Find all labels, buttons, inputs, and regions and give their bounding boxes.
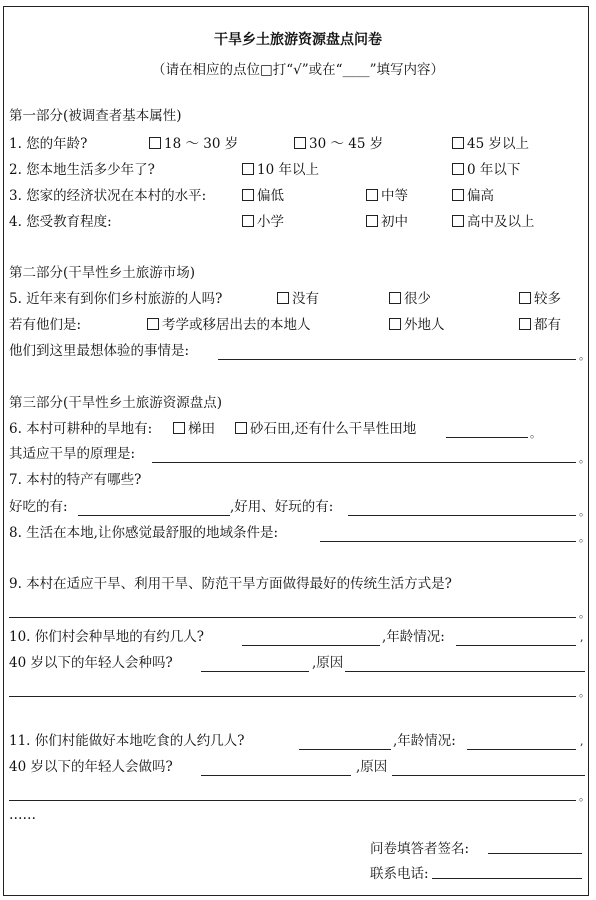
q4-option-2[interactable]: 初中 <box>366 213 408 231</box>
q10b-text: 40 岁以下的年轻人会种吗? <box>9 655 173 671</box>
q4-option-1[interactable]: 小学 <box>242 213 284 231</box>
q5-option-2[interactable]: 很少 <box>389 290 431 308</box>
q5b-option-1[interactable]: 考学或移居出去的本地人 <box>147 316 311 334</box>
period: 。 <box>579 790 590 803</box>
q1-option-3[interactable]: 45 岁以上 <box>452 135 529 153</box>
period: 。 <box>579 349 590 362</box>
q5-option-3[interactable]: 较多 <box>519 290 561 308</box>
checkbox[interactable] <box>242 163 254 175</box>
ellipsis: …… <box>9 807 36 823</box>
q10-age-field[interactable] <box>456 629 576 646</box>
period: 。 <box>579 505 590 518</box>
q2-text: 2. 您本地生活多少年了? <box>9 162 155 178</box>
q9-answer-field[interactable] <box>9 601 576 618</box>
q6-text: 6. 本村可耕种的旱地有: <box>9 421 153 437</box>
period: 。 <box>579 531 590 544</box>
checkbox[interactable] <box>366 189 378 201</box>
comma: , <box>580 735 584 748</box>
checkbox[interactable] <box>452 189 464 201</box>
q6b-text: 其适应干旱的原理是: <box>9 446 136 462</box>
q1-text: 1. 您的年龄? <box>9 136 88 152</box>
q5b-option-3[interactable]: 都有 <box>519 316 561 334</box>
q11b-answer-field[interactable] <box>201 759 351 776</box>
q3-option-1[interactable]: 偏低 <box>242 187 284 205</box>
q10b-answer-field[interactable] <box>201 655 309 672</box>
q6-option-1[interactable]: 梯田 <box>173 420 215 438</box>
q5-option-1[interactable]: 没有 <box>277 290 319 308</box>
part3-heading: 第三部分(干旱性乡土旅游资源盘点) <box>9 395 223 411</box>
q5c-text: 他们到这里最想体验的事情是: <box>9 343 190 359</box>
q3-option-3[interactable]: 偏高 <box>452 187 494 205</box>
checkbox[interactable] <box>294 137 306 149</box>
q4-option-3[interactable]: 高中及以上 <box>452 213 535 231</box>
q10-text: 10. 你们村会种旱地的有约几人? <box>9 629 204 645</box>
period: 。 <box>579 686 590 699</box>
checkbox[interactable] <box>452 163 464 175</box>
q2-row <box>9 161 590 179</box>
part1-heading: 第一部分(被调查者基本属性) <box>9 108 182 124</box>
checkbox[interactable] <box>242 189 254 201</box>
q10-count-field[interactable] <box>242 629 380 646</box>
q7-text: 7. 本村的特产有哪些? <box>9 472 142 488</box>
checkbox[interactable] <box>519 318 531 330</box>
checkbox[interactable] <box>235 422 247 434</box>
q2-option-1[interactable]: 10 年以上 <box>242 161 319 179</box>
q11b-text: 40 岁以下的年轻人会做吗? <box>9 759 173 775</box>
q11-age-field[interactable] <box>467 733 576 750</box>
q5b-option-2[interactable]: 外地人 <box>389 316 445 334</box>
q6b-answer-field[interactable] <box>152 446 576 463</box>
q10-reason-label: ,原因 <box>312 655 344 671</box>
q1-option-1[interactable]: 18 ～ 30 岁 <box>149 135 238 153</box>
q5-row <box>9 290 590 308</box>
page-subtitle: （请在相应的点位□打“√”或在“____”填写内容） <box>152 62 444 78</box>
q10-age-label: ,年龄情况: <box>382 629 445 645</box>
q5b-row <box>9 316 590 334</box>
signature-field[interactable] <box>488 837 582 854</box>
period: 。 <box>579 607 590 620</box>
q3-row <box>9 187 590 205</box>
period: 。 <box>579 452 590 465</box>
checkbox[interactable] <box>242 215 254 227</box>
checkbox[interactable] <box>389 318 401 330</box>
q4-text: 4. 您受教育程度: <box>9 214 112 230</box>
q3-text: 3. 您家的经济状况在本村的水平: <box>9 188 207 204</box>
q1-row <box>9 135 590 153</box>
q5b-text: 若有他们是: <box>9 317 82 333</box>
checkbox[interactable] <box>519 292 531 304</box>
page-title: 干旱乡土旅游资源盘点问卷 <box>214 32 382 48</box>
checkbox[interactable] <box>173 422 185 434</box>
checkbox[interactable] <box>366 215 378 227</box>
q5c-answer-field[interactable] <box>218 343 576 360</box>
phone-field[interactable] <box>432 862 582 879</box>
q7a-answer-field[interactable] <box>78 499 230 516</box>
q10-reason-field[interactable] <box>345 655 585 672</box>
checkbox[interactable] <box>389 292 401 304</box>
q1-option-2[interactable]: 30 ～ 45 岁 <box>294 135 383 153</box>
q9-text: 9. 本村在适应干旱、利用干旱、防范干旱方面做得最好的传统生活方式是? <box>9 576 452 592</box>
checkbox[interactable] <box>452 137 464 149</box>
part2-heading: 第二部分(干旱性乡土旅游市场) <box>9 265 196 281</box>
checkbox[interactable] <box>147 318 159 330</box>
q7b-answer-field[interactable] <box>348 499 576 516</box>
q4-row <box>9 213 590 231</box>
q6-option-2[interactable]: 砂石田,还有什么干旱性田地 <box>235 420 416 438</box>
signature-label: 问卷填答者签名: <box>370 841 470 857</box>
q2-option-2[interactable]: 0 年以下 <box>452 161 520 179</box>
q8-text: 8. 生活在本地,让你感觉最舒服的地域条件是: <box>9 525 279 541</box>
checkbox[interactable] <box>149 137 161 149</box>
phone-label: 联系电话: <box>370 866 429 882</box>
q5-text: 5. 近年来有到你们乡村旅游的人吗? <box>9 291 223 307</box>
comma: , <box>580 631 584 644</box>
q11-age-label: ,年龄情况: <box>393 733 456 749</box>
q7b-text: ,好用、好玩的有: <box>230 499 334 515</box>
q10-reason-field-2[interactable] <box>9 680 576 697</box>
checkbox[interactable] <box>277 292 289 304</box>
checkbox[interactable] <box>452 215 464 227</box>
q3-option-2[interactable]: 中等 <box>366 187 408 205</box>
q8-answer-field[interactable] <box>320 525 576 542</box>
q7a-text: 好吃的有: <box>9 499 68 515</box>
period: 。 <box>530 427 541 440</box>
q11-reason-field[interactable] <box>392 759 585 776</box>
q11-reason-field-2[interactable] <box>9 784 576 801</box>
q11-count-field[interactable] <box>299 733 391 750</box>
q6-answer-field[interactable] <box>446 421 528 438</box>
q11-text: 11. 你们村能做好本地吃食的人约几人? <box>9 733 245 749</box>
q11-reason-label: ,原因 <box>356 759 388 775</box>
